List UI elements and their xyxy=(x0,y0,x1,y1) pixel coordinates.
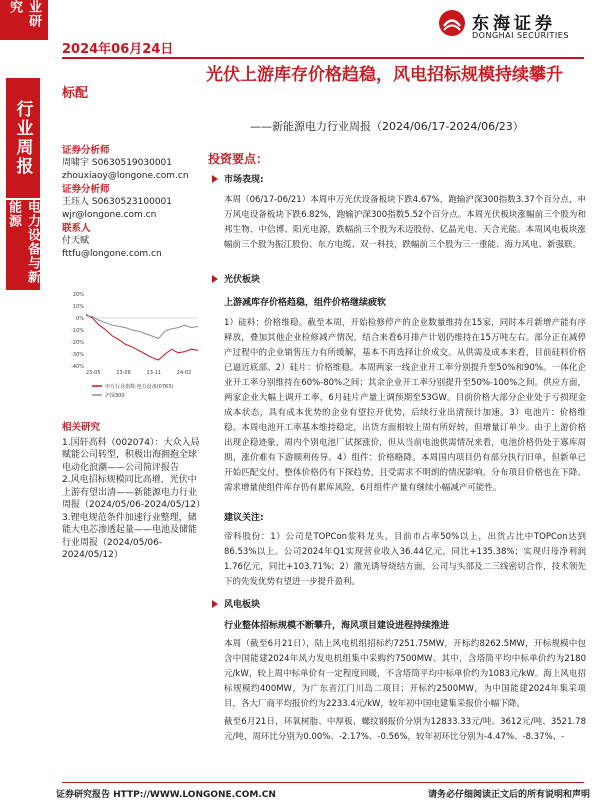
bullet-arrow-icon xyxy=(212,600,218,608)
contact-name: 付天赋 xyxy=(62,236,90,246)
wind-paragraph: 本周（截至6月21日），陆上风电机组招标约7251.75MW，开标约8262.5MW，开标规模中包含中国能建2024年风力发电机组集中采购约7500MW。其中，含塔筒平均中标单价约为2180元/kW，较上周中标单价有一定程度回暖，不含塔筒平均中标单价约为1083元/kW。海上风电招标规模约400MW，为广东省江门川岛二项目；开标约2500MW，为中国能建2024年集采项目，各大厂商平均报价约为2233.4元/kW，较年初中国电建集采报价小幅下降。 xyxy=(224,639,586,709)
market-heading-text: 市场表现: xyxy=(224,175,264,185)
analyst-info xyxy=(62,138,202,261)
analyst-label: 证券分析师 xyxy=(62,145,110,156)
suggest-paragraph: 帝科股份：1）公司是TOPCon浆料龙头，目前市占率50%以上，出货占比中TOPCon达到86.53%以上。公司2024年Q1实现营业收入36.44亿元，同比+135.38%；实现归母净利润1.76亿元，同比+103.71%；2）激光诱导烧结方面，公司与头部及二三线密切合作，技术领先下的先发优势有望进一步提升盈利。 xyxy=(224,532,586,587)
legend-label: 沪深300 xyxy=(105,393,125,399)
pv-heading-text: 光伏板块 xyxy=(224,275,261,285)
related-label: 相关研究 xyxy=(62,422,101,433)
y-tick-label: 0% xyxy=(76,316,84,322)
y-tick-label: -40% xyxy=(71,364,84,370)
report-title: 光伏上游库存价格趋稳，风电招标规模持续攀升 xyxy=(206,65,563,85)
y-tick-label: -20% xyxy=(71,340,84,346)
section-title: 投资要点： xyxy=(208,152,269,166)
wind-highlight: 行业整体招标规模不断攀升，海风项目建设进程持续推进 xyxy=(224,621,450,631)
bullet-arrow-icon xyxy=(212,175,218,183)
pv-highlight: 上游减库存价格趋稳，组件价格继续疲软 xyxy=(224,298,387,308)
band-weekly-label: 行业周报 xyxy=(6,78,40,198)
logo-english-name: DONGHAI SECURITIES xyxy=(472,31,569,40)
index-performance-chart xyxy=(62,290,202,410)
x-tick-label: 23-08 xyxy=(116,370,131,376)
contact-email: fttfu@longone.com.cn xyxy=(62,249,162,259)
y-tick-label: 10% xyxy=(72,304,84,310)
series-line-1 xyxy=(86,316,198,339)
related-item[interactable]: 3.锂电规范条件加速行业整理，储能大电芯渗透起量——电池及储能行业周报（2024/05/06-2024/05/12） xyxy=(62,512,198,560)
y-tick-label: -10% xyxy=(71,328,84,334)
footer-disclaimer: 请务必仔细阅读正文后的所有说明和声明 xyxy=(428,790,591,800)
suggest-heading: 建议关注: xyxy=(224,513,264,523)
analyst-email: zhouxiaoy@longone.com.cn xyxy=(62,171,189,181)
x-tick-label: 24-02 xyxy=(176,370,192,376)
company-logo xyxy=(438,5,588,45)
related-research xyxy=(62,422,205,562)
legend-label: 申万行业指数:电力设备(0763) xyxy=(105,384,174,390)
y-tick-label: 20% xyxy=(72,292,84,298)
analyst-name: 周啸宇 S0630519030001 xyxy=(62,158,173,168)
left-band xyxy=(0,0,48,800)
analyst-email: wjr@longone.com.cn xyxy=(62,210,157,220)
analyst-label: 证券分析师 xyxy=(62,184,110,195)
industry-rating: 标配 xyxy=(62,86,89,101)
analyst-name: 王珏人 S0630523100001 xyxy=(62,197,173,207)
donghai-logo-icon xyxy=(438,9,466,37)
wind-heading xyxy=(212,597,260,610)
band-category: 业研究 xyxy=(0,0,48,40)
header-divider xyxy=(62,57,584,59)
report-date: 2024年06月24日 xyxy=(62,42,174,57)
related-item[interactable]: 2.风电招标规模同比高增，光伏中上游有望出清——新能源电力行业周报（2024/05/06-2024/05/12） xyxy=(62,475,205,510)
wind-heading-text: 风电板块 xyxy=(224,600,261,610)
market-heading xyxy=(212,172,264,185)
pv-paragraph: 1）硅料：价格维稳。截至本周，开始检修停产的企业数量维持在15家，同时本月新增产能有序释放，叠加其他企业检修减产情况，结合来看6月排产计划仍维持在15万吨左右。部分正在减停产过程中的企业销售压力有所缓解，基本不再选择让价成交。从供需及成本来看，目前硅料价格已逼近底部。2）硅片：价格维稳。本周两家一线企业开工率分别提升至50%和90%。一体化企业开工率分别维持在60%-80%之间；其余企业开工率分别提升至50%-100%之间。供应方面，两家企业大幅上调开工率，6月硅片产量上调预期至53GW。目前价格大部分企业处于亏损现金成本状态，具有成本优势的企业有望拉开优势，后续行业出清预计加速。3）电池片：价格维稳。本周电池开工率基本维持稳定，出货方面相较上周有所好转，但增量订单少。由于上游价格出现企稳迹象，周内个别电池厂试探涨价，但从当前电池供需情况来看，电池价格仍处于寡库周期，涨价难有下游顺利传导。4）组件：价格略降。本周国内项目仍有部分执行旧单，但新单已开始匹配交付，整体价格仍有下探趋势，且受需求不明朗的情况影响，分布项目价格也在下降。需求增量使组件库存仍有累库风险，6月组件产量有继续小幅减产可能性。 xyxy=(224,318,586,493)
related-item[interactable]: 1.国轩高科（002074）：大众入局赋能公司转型，积极出海拥抱全球电动化浪潮——公司简评报告 xyxy=(62,437,200,473)
wind-paragraph-2: 截至6月21日，环氧树脂、中厚板、螺纹钢报价分别为12833.33元/吨、3612元/吨、3521.78元/吨，周环比分别为0.00%、-2.17%、-0.56%，较年初环比分别为-4.47%、-8.37%、- xyxy=(224,717,586,742)
market-paragraph: 本周（06/17-06/21）本周申万光伏设备板块下跌4.67%，跑输沪深300指数3.37个百分点，申万风电设备板块下跌6.82%，跑输沪深300指数5.52个百分点。本周光伏板块涨幅前三个股为和邦生物、中信博、阳光电源，跌幅前三个股为禾迈股份、亿晶光电、天合光能。本周风电板块涨幅前三个股为振江股份、东方电缆、双一科技，跌幅前三个股为三一重能、海力风电、新强联。 xyxy=(224,195,586,250)
chart-svg xyxy=(62,290,202,410)
y-tick-label: -30% xyxy=(71,352,84,358)
bullet-arrow-icon xyxy=(212,275,218,283)
logo-chinese-name: 东海证券 xyxy=(472,14,556,34)
pv-heading xyxy=(212,272,260,285)
band-industry-label: 电力设备与新能源 xyxy=(6,200,40,290)
x-tick-label: 23-11 xyxy=(146,370,162,376)
contact-label: 联系人 xyxy=(62,223,91,234)
footer-website[interactable]: 证券研究报告 HTTP://WWW.LONGONE.COM.CN xyxy=(56,790,276,800)
x-tick-label: 23-05 xyxy=(86,370,101,376)
footer-divider xyxy=(62,782,584,783)
report-subtitle: ——新能源电力行业周报（2024/06/17-2024/06/23） xyxy=(250,120,524,133)
